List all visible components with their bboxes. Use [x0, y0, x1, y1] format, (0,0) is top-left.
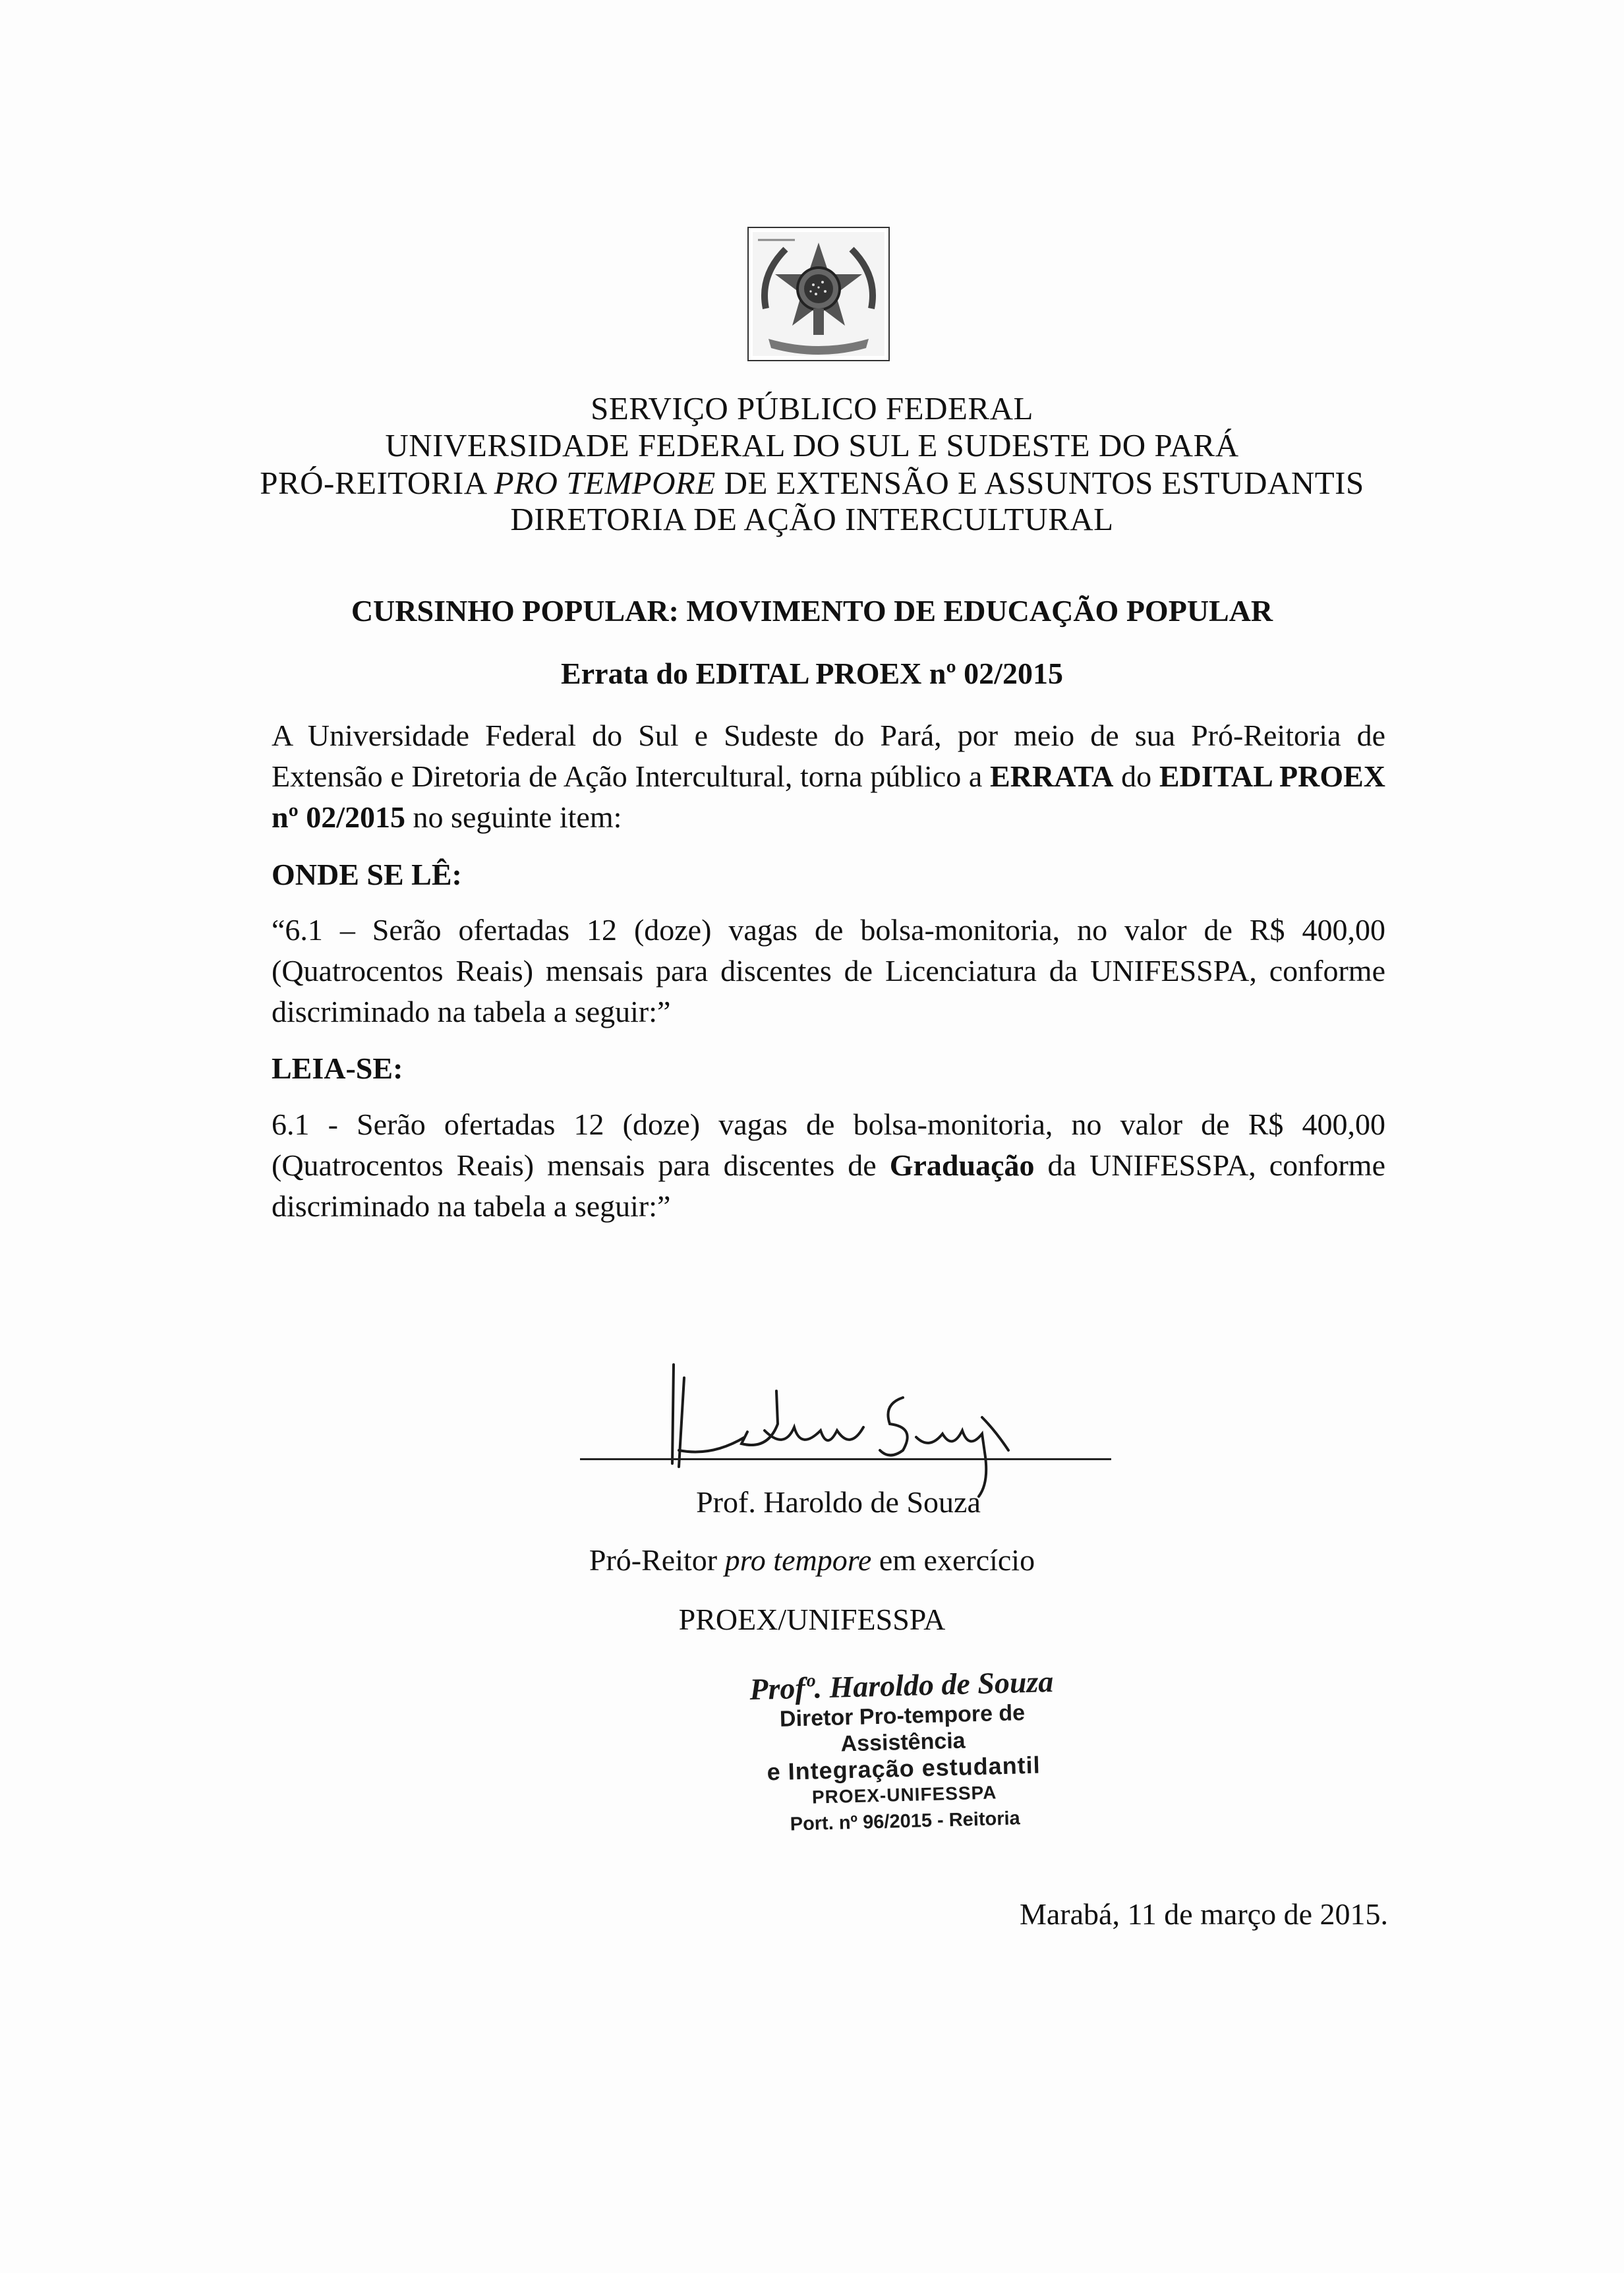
coat-of-arms-emblem [747, 227, 890, 361]
signatory-role-italic: pro tempore [724, 1543, 872, 1577]
intro-paragraph [272, 715, 1385, 838]
signature-line [580, 1458, 1111, 1460]
intro-bold-errata: ERRATA [990, 759, 1114, 793]
leia-se-text [272, 1104, 1385, 1227]
leia-se-text-2: da UNIFESSPA, conforme discriminado na tabela a seguir:” [272, 1148, 1385, 1223]
signatory-unit: PROEX/UNIFESSPA [678, 1603, 946, 1636]
signatory-role-suffix: em exercício [871, 1543, 1035, 1577]
leia-se-heading: LEIA-SE: [272, 1051, 403, 1085]
header-pro-rectory-italic: PRO TEMPORE [494, 465, 716, 501]
header-pro-rectory-suffix: DE EXTENSÃO E ASSUNTOS ESTUDANTIS [715, 465, 1364, 501]
stamp-line-4: Port. nº 96/2015 - Reitoria [790, 1808, 1021, 1835]
signatory-role [0, 1543, 1624, 1578]
signatory-name: Prof. Haroldo de Souza [696, 1485, 981, 1519]
intro-bold-edital: EDITAL PROEX nº 02/2015 [272, 759, 1386, 834]
header-pro-rectory [0, 463, 1624, 503]
signatory-role-prefix: Pró-Reitor [589, 1543, 725, 1577]
stamp-line-3: PROEX-UNIFESSPA [811, 1782, 997, 1808]
document-title: CURSINHO POPULAR: MOVIMENTO DE EDUCAÇÃO POPULAR [351, 594, 1273, 628]
stamp-name: Profº. Haroldo de Souza [749, 1665, 1054, 1707]
coat-of-arms-icon [749, 228, 888, 360]
leia-se-text-1: 6.1 - Serão ofertadas 12 (doze) vagas de bolsa-monitoria, no valor de R$ 400,00 (Quatrocentos Reais) mensais para discentes de [272, 1107, 1385, 1182]
document-subtitle: Errata do EDITAL PROEX nº 02/2015 [561, 657, 1063, 690]
header-directorate: DIRETORIA DE AÇÃO INTERCULTURAL [510, 501, 1114, 537]
header-university: UNIVERSIDADE FEDERAL DO SUL E SUDESTE DO PARÁ [385, 427, 1239, 463]
onde-se-le-text: “6.1 – Serão ofertadas 12 (doze) vagas de bolsa-monitoria, no valor de R$ 400,00 (Quatrocentos Reais) mensais para discentes de Licenciatura da UNIFESSPA, conforme discriminado na tabela a seguir:” [272, 913, 1385, 1028]
intro-text-2: do [1113, 759, 1159, 793]
document-date: Marabá, 11 de março de 2015. [1019, 1897, 1388, 1931]
intro-text-1: A Universidade Federal do Sul e Sudeste do Pará, por meio de sua Pró-Reitoria de Extensão e Diretoria de Ação Intercultural, torna público a [272, 719, 1385, 793]
stamp-line-1: Diretor Pro-tempore de Assistência [779, 1700, 1026, 1757]
header-service: SERVIÇO PÚBLICO FEDERAL [591, 390, 1033, 427]
official-stamp [716, 1663, 1089, 1835]
intro-text-3: no seguinte item: [405, 800, 622, 834]
stamp-line-2: e Integração estudantil [767, 1751, 1041, 1786]
onde-se-le-heading: ONDE SE LÊ: [272, 858, 462, 891]
leia-se-bold: Graduação [889, 1148, 1035, 1182]
header-pro-rectory-prefix: PRÓ-REITORIA [260, 465, 494, 501]
